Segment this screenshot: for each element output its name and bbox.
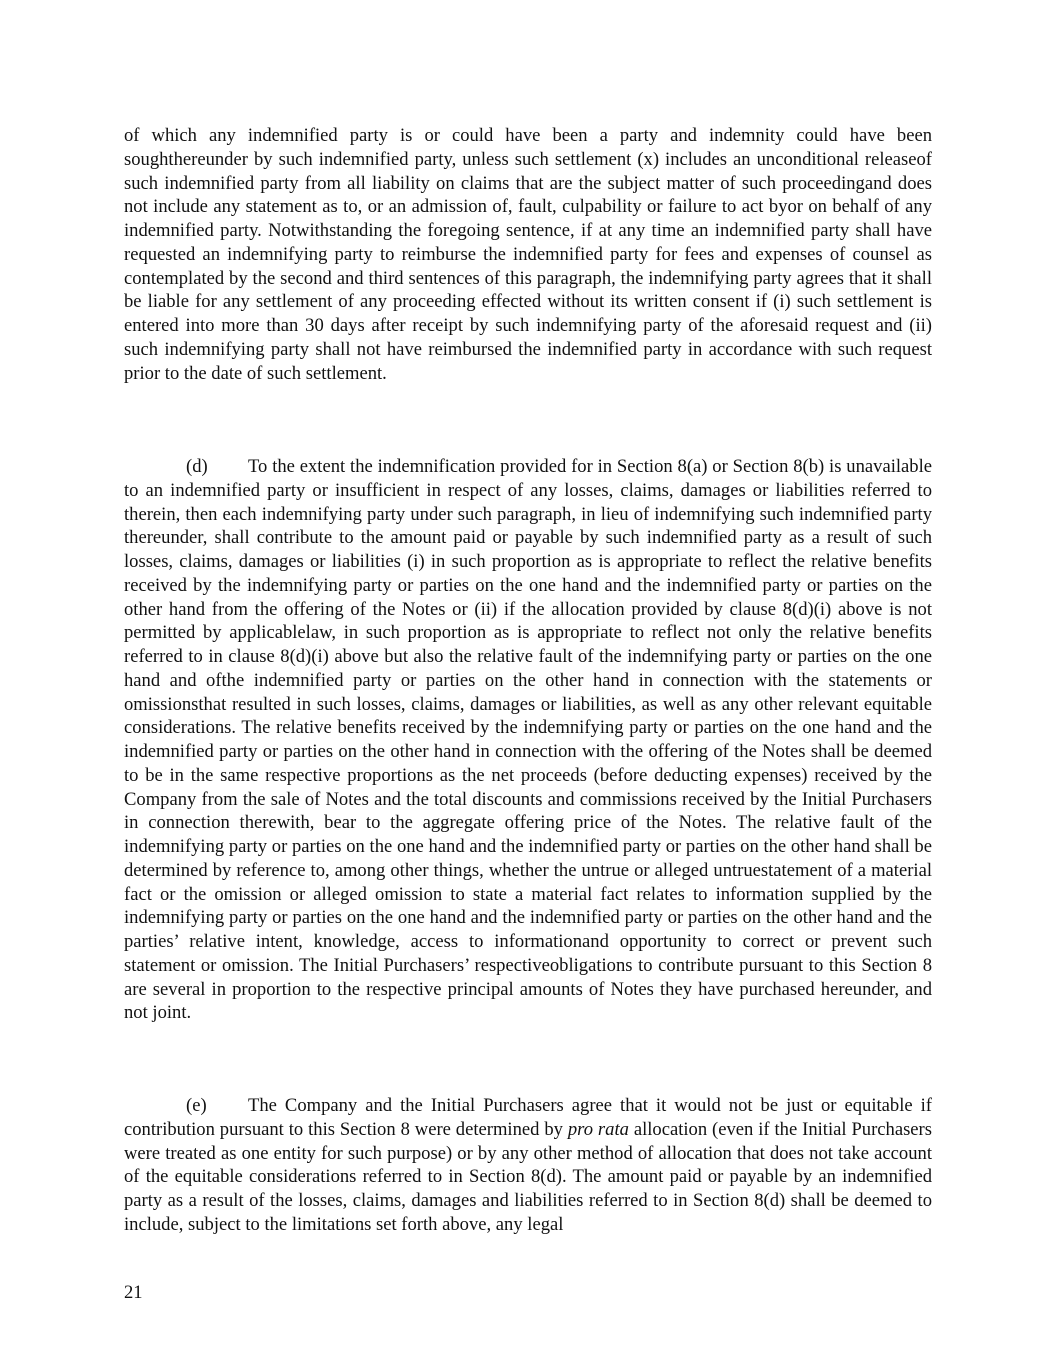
page-number: 21 [124, 1282, 143, 1303]
paragraph-e [124, 1094, 932, 1237]
paragraph-c-continuation: of which any indemnified party is or could have been a party and indemnity could have been soughthereunder by such indemnified party, unless such settlement (x) includes an unconditional releaseof such indemnified party from all liability on claims that are the subject matter of such proceedingand does not include any statement as to, or an admission of, fault, culpability or failure to act byor on behalf of any indemnified party. Notwithstanding the foregoing sentence, if at any time an indemnified party shall have requested an indemnifying party to reimburse the indemnified party for fees and expenses of counsel as contemplated by the second and third sentences of this paragraph, the indemnifying party agrees that it shall be liable for any settlement of any proceeding effected without its written consent if (i) such settlement is entered into more than 30 days after receipt by such indemnifying party of the aforesaid request and (ii) such indemnifying party shall not have reimbursed the indemnified party in accordance with such request prior to the date of such settlement. [124, 125, 932, 384]
paragraph-e-text-end: allocation (even if the Initial Purchasers were treated as one entity for such purpose) or by any other method of allocation that does not take account of the equitable considerations referred to in Section 8(d). The amount paid or payable by an indemnified party as a result of the losses, claims, damages and liabilities referred to in Section 8(d) shall be deemed to include, subject to the limitations set forth above, any legal [124, 1118, 932, 1235]
paragraph-e-label: (e) [186, 1095, 207, 1116]
paragraph-e-italic-term: pro rata [567, 1118, 629, 1140]
paragraph-d-label: (d) [186, 456, 208, 477]
paragraph-d [124, 455, 932, 1025]
paragraph-d-text: To the extent the indemnification provided for in Section 8(a) or Section 8(b) is unavailable to an indemnified party or insufficient in respect of any losses, claims, damages or liabilities referred to therein, then each indemnifying party under such paragraph, in lieu of indemnifying such indemnified party thereunder, shall contribute to the amount paid or payable by such indemnified party as a result of such losses, claims, damages or liabilities (i) in such proportion as is appropriate to reflect the relative benefits received by the indemnifying party or parties on the one hand and the indemnified party or parties on the other hand from the offering of the Notes or (ii) if the allocation provided by clause 8(d)(i) above is not permitted by applicablelaw, in such proportion as is appropriate to reflect not only the relative benefits referred to in clause 8(d)(i) above but also the relative fault of the indemnifying party or parties on the one hand and ofthe indemnified party or parties on the other hand in connection with the statements or omissionsthat resulted in such losses, claims, damages or liabilities, as well as any other relevant equitable considerations. The relative benefits received by the indemnifying party or parties on the one hand and the indemnified party or parties on the other hand in connection with the offering of the Notes shall be deemed to be in the same respective proportions as the net proceeds (before deducting expenses) received by the Company from the sale of Notes and the total discounts and commissions received by the Initial Purchasers in connection therewith, bear to the aggregate offering price of the Notes. The relative fault of the indemnifying party or parties on the one hand and the indemnified party or parties on the other hand shall be determined by reference to, among other things, whether the untrue or alleged untruestatement of a material fact or the omission or alleged omission to state a material fact relates to information supplied by the indemnifying party or parties on the one hand and the indemnified party or parties on the other hand and the parties’ relative intent, knowledge, access to informationand opportunity to correct or prevent such statement or omission. The Initial Purchasers’ respectiveobligations to contribute pursuant to this Section 8 are several in proportion to the respective principal amounts of Notes they have purchased hereunder, and not joint. [124, 456, 932, 1024]
paragraph-e-text-start: The Company and the Initial Purchasers agree that it would not be just or equitable if contribution pursuant to this Section 8 were determined by [124, 1095, 932, 1140]
